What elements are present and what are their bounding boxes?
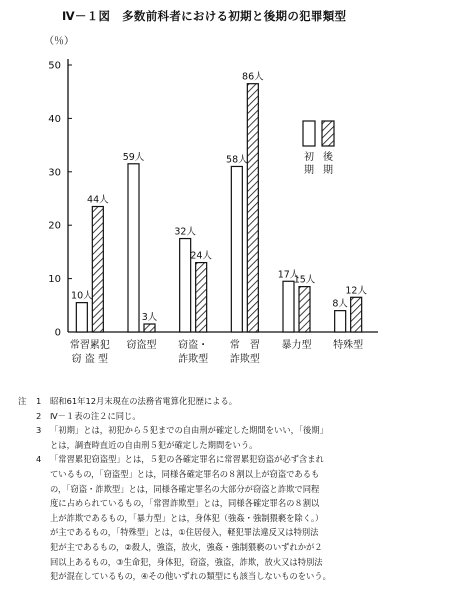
note-item [18, 394, 438, 409]
bar-data-label: 86人 [242, 71, 264, 83]
note-text [50, 423, 438, 452]
bar-data-label: 10人 [71, 290, 93, 302]
note-number: 2 [36, 410, 42, 421]
note-line: 犯が主であるもの，②殺人，強盗，放火，強姦・強制猥褻のいずれかが２ [50, 541, 323, 552]
chart-bars [71, 71, 367, 332]
note-item [18, 452, 438, 583]
legend-label-early: 期 [304, 165, 314, 176]
y-tick-label: 20 [48, 220, 61, 232]
chart-legend [303, 121, 334, 176]
bar-late [299, 287, 310, 332]
x-tick-label: 特殊型 [333, 340, 364, 351]
note-line: 度に占められているもの，「常習詐欺型」とは，同様各確定罪名の８割以 [50, 498, 320, 509]
note-header [18, 452, 36, 583]
y-tick-label: 10 [48, 274, 61, 286]
bar-early [283, 281, 294, 332]
note-line: 昭和61年12月末現在の法務省電算化犯歴による。 [50, 396, 238, 406]
x-tick-label: 常 習 [229, 340, 260, 351]
note-number: 1 [36, 396, 42, 406]
note-text [50, 409, 438, 424]
note-line: 上が詐欺であるもの，「暴力型」とは，身体犯（強姦・強制猥褻を除く。） [50, 512, 324, 523]
note-item [18, 409, 438, 424]
note-line: Ⅳ－１表の注２に同じ。 [50, 410, 141, 421]
bar-data-label: 32人 [174, 226, 196, 238]
x-tick-label: 窃 盗 型 [71, 354, 109, 365]
x-tick-label: 窃盗・ [178, 340, 209, 351]
note-line: 犯が混在しているもの，④その他いずれの類型にも該当しないものをいう。 [50, 571, 331, 582]
bar-early [335, 311, 346, 332]
bar-data-label: 15人 [293, 274, 316, 286]
note-number: 4 [36, 454, 42, 465]
bar-early [180, 239, 191, 332]
y-axis-unit: （％） [44, 36, 74, 47]
note-text [50, 394, 438, 409]
note-line: とは，調査時直近の自由刑５犯が確定した期間をいう。 [50, 439, 258, 450]
bar-early [128, 164, 139, 332]
bar-late [92, 207, 103, 332]
bar-late [351, 297, 362, 332]
bar-data-label: 58人 [226, 154, 248, 166]
x-tick-label: 常習累犯 [69, 340, 110, 351]
y-tick-label: 50 [48, 60, 61, 72]
y-tick-label: 0 [54, 327, 61, 339]
note-number: 3 [36, 425, 42, 436]
bar-data-label: 8人 [332, 298, 348, 310]
note-line: ているもの，「窃盗型」とは，同様各確定罪名の８割以上が窃盗であるも [50, 468, 320, 479]
note-header [18, 409, 36, 424]
bar-early [231, 166, 242, 332]
bar-late [144, 324, 155, 332]
legend-swatch-late [322, 121, 334, 146]
x-tick-label: 詐欺型 [229, 354, 260, 365]
legend-label-early: 初 [304, 152, 314, 163]
bar-data-label: 3人 [141, 311, 158, 323]
bar-data-label: 17人 [277, 269, 300, 281]
note-header [18, 423, 36, 452]
bar-late [196, 263, 207, 332]
bar-data-label: 59人 [122, 151, 145, 163]
note-text [50, 452, 438, 583]
bar-data-label: 24人 [190, 250, 212, 262]
bar-data-label: 44人 [87, 194, 109, 206]
x-tick-label: 詐欺型 [178, 354, 209, 365]
bar-late [247, 84, 258, 332]
note-line: が主であるもの，「特殊型」とは，①住居侵入，軽犯罪法違反又は特別法 [50, 527, 319, 538]
y-tick-label: 30 [48, 167, 61, 179]
x-tick-label: 暴力型 [281, 340, 312, 351]
notes [18, 394, 438, 584]
note-header: 注 [18, 396, 27, 406]
note-item [18, 423, 438, 452]
note-line: 「常習累犯窃盗型」とは，５犯の各確定罪名に常習累犯窃盗が必ず含まれ [50, 454, 324, 465]
bar-early [76, 303, 87, 332]
legend-label-late: 後 [323, 152, 333, 163]
legend-label-late: 期 [323, 165, 333, 176]
y-tick-label: 40 [48, 113, 61, 125]
bar-data-label: 12人 [345, 285, 367, 297]
x-tick-label: 窃盗型 [126, 340, 157, 351]
legend-swatch-early [303, 121, 315, 146]
note-line: 回以上あるもの，③生命犯，身体犯，窃盗，強盗，詐欺，放火又は特別法 [50, 556, 323, 567]
chart-title: Ⅳ－１図 多数前科者における初期と後期の犯罪類型 [62, 9, 347, 23]
note-line: 「初期」とは，初犯から５犯までの自由刑が確定した期間をいい，「後期」 [50, 425, 328, 436]
note-line: の，「窃盗・詐欺型」とは，同様各確定罪名の大部分が窃盗と詐欺で同程 [50, 483, 320, 494]
